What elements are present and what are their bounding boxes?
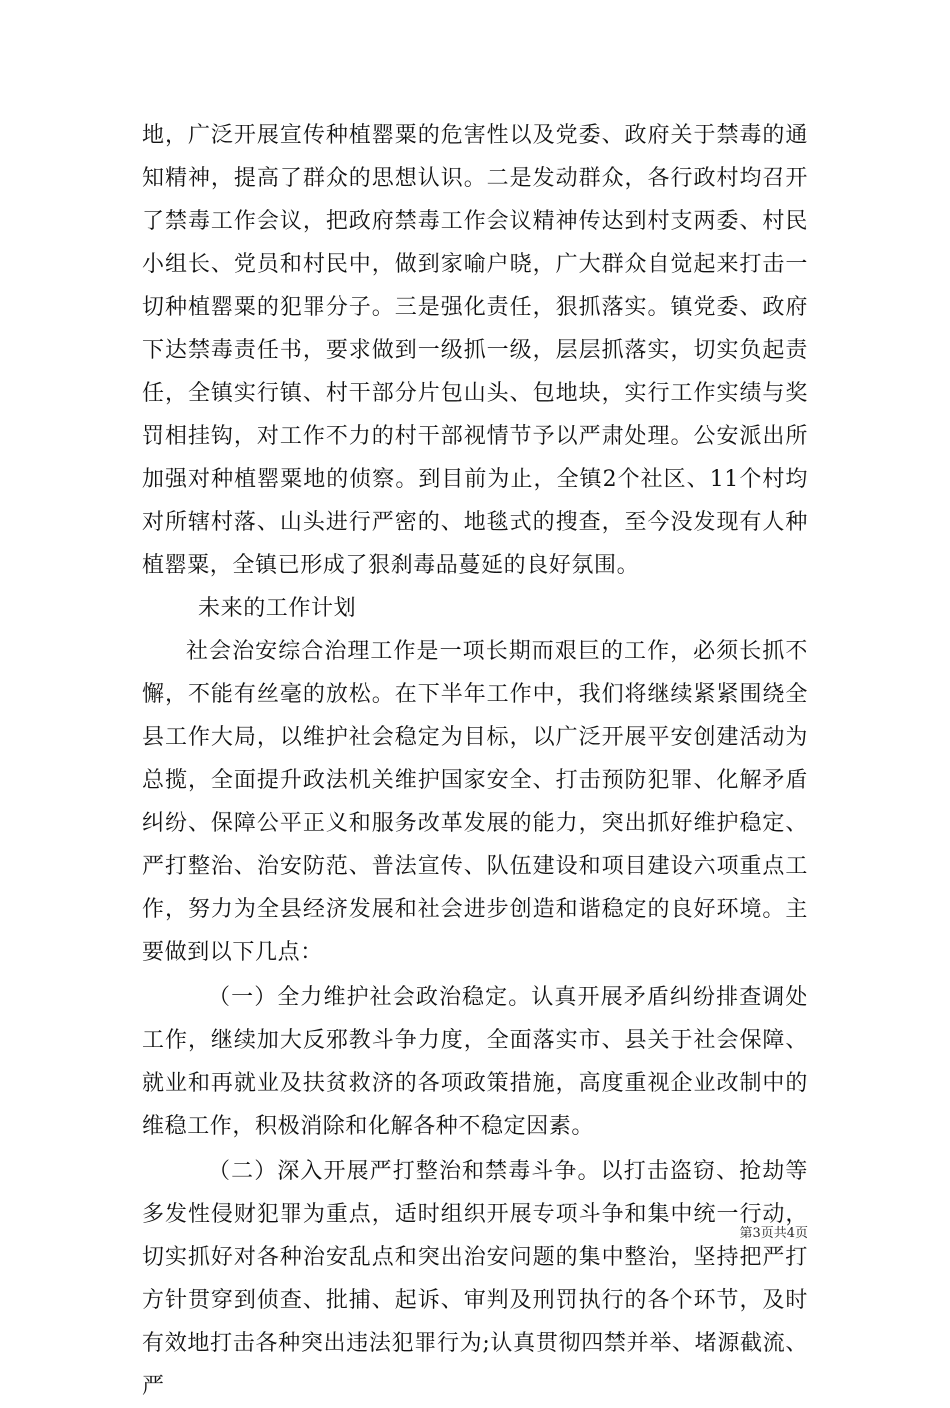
paragraph-anti-drug-continuation: 地，广泛开展宣传种植罂粟的危害性以及党委、政府关于禁毒的通知精神，提高了群众的思想认识。二是发动群众，各行政村均召开了禁毒工作会议，把政府禁毒工作会议精神传达到村支两委、村民小组长、党员和村民中，做到家喻户晓，广大群众自觉起来打击一切种植罂粟的犯罪分子。三是强化责任，狠抓落实。镇党委、政府下达禁毒责任书，要求做到一级抓一级，层层抓落实，切实负起责任，全镇实行镇、村干部分片包山头、包地块，实行工作实绩与奖罚相挂钩，对工作不力的村干部视情节予以严肃处理。公安派出所加强对种植罂粟地的侦察。到目前为止，全镇2个社区、11个村均对所辖村落、山头进行严密的、地毯式的搜查，至今没发现有人种植罂粟，全镇已形成了狠刹毒品蔓延的良好氛围。 (142, 123, 808, 578)
section-heading-future-plan: 未来的工作计划 (198, 596, 357, 621)
document-body (142, 114, 808, 1408)
paragraph-future-plan-intro: 社会治安综合治理工作是一项长期而艰巨的工作，必须长抓不懈，不能有丝毫的放松。在下半年工作中，我们将继续紧紧围绕全县工作大局，以维护社会稳定为目标，以广泛开展平安创建活动为总揽，全面提升政法机关维护国家安全、打击预防犯罪、化解矛盾纠纷、保障公平正义和服务改革发展的能力，突出抓好维护稳定、严打整治、治安防范、普法宣传、队伍建设和项目建设六项重点工作，努力为全县经济发展和社会进步创造和谐稳定的良好环境。主要做到以下几点： (142, 639, 808, 965)
paragraph-item-one: （一）全力维护社会政治稳定。认真开展矛盾纠纷排查调处工作，继续加大反邪教斗争力度，全面落实市、县关于社会保障、就业和再就业及扶贫救济的各项政策措施，高度重视企业改制中的维稳工作，积极消除和化解各种不稳定因素。 (142, 985, 808, 1139)
paragraph-item-two: （二）深入开展严打整治和禁毒斗争。以打击盗窃、抢劫等多发性侵财犯罪为重点，适时组织开展专项斗争和集中统一行动，切实抓好对各种治安乱点和突出治安问题的集中整治，坚持把严打方针贯穿到侦查、批捕、起诉、审判及刑罚执行的各个环节，及时有效地打击各种突出违法犯罪行为;认真贯彻四禁并举、堵源截流、严 (142, 1159, 808, 1399)
page-number-footer: 第3页共4页 (739, 1226, 808, 1241)
